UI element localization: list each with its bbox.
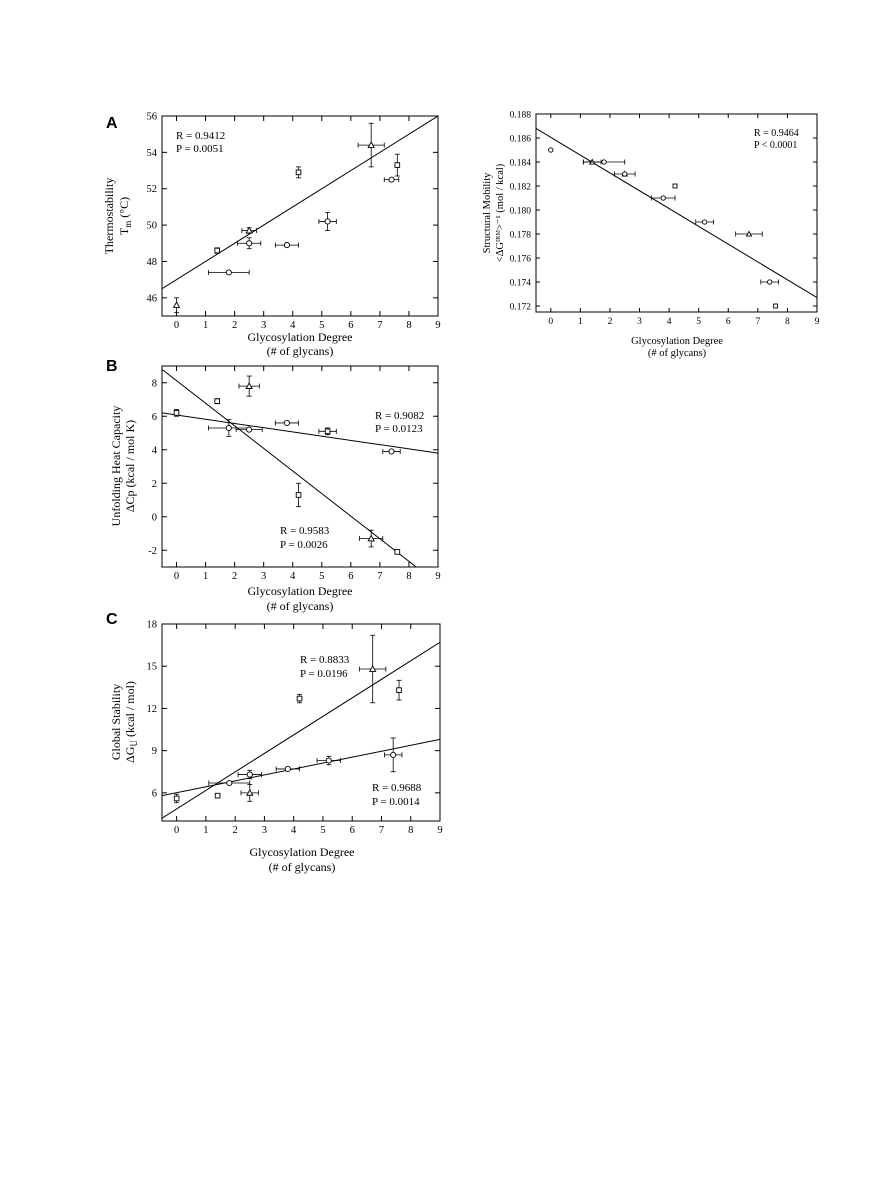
panel-b-point <box>174 410 179 417</box>
panel-c-data-points <box>174 635 402 802</box>
structural-mobility-y-tick-label: 0.184 <box>509 158 531 169</box>
panel-b-y-tick-label: 2 <box>151 478 157 490</box>
panel-b-point <box>360 530 383 547</box>
structural-mobility-y-tick-label: 0.178 <box>509 230 531 241</box>
panel-b-circle-marker <box>226 425 231 430</box>
panel-b-x-tick-label: 8 <box>406 571 412 582</box>
panel-a-x-tick-label: 7 <box>377 320 383 331</box>
structural-mobility-square-marker <box>774 304 778 308</box>
structural-mobility-point <box>623 172 627 176</box>
panel-b-circle-marker <box>284 420 289 425</box>
panel-a-point <box>395 154 400 176</box>
panel-b-letter: B <box>106 358 118 375</box>
panel-c-point <box>174 794 179 802</box>
panel-c-y-tick-label: 12 <box>146 703 157 715</box>
panel-b-square-marker <box>296 493 301 498</box>
panel-a-point <box>296 167 301 178</box>
panel-a-x-tick-label: 8 <box>406 320 412 331</box>
panel-a-circle-marker <box>389 177 394 182</box>
panel-a-point <box>215 248 220 253</box>
panel-c-y-axis <box>147 620 441 800</box>
structural-mobility-circle-marker <box>702 220 706 224</box>
panel-b-point <box>275 420 298 425</box>
panel-a-point <box>384 177 399 182</box>
panel-a-y-tick-label: 54 <box>146 147 157 159</box>
structural-mobility-x-tick-label: 6 <box>725 317 731 327</box>
structural-mobility-y-tick-label: 0.182 <box>509 182 531 193</box>
panel-b-circle-marker <box>389 449 394 454</box>
panel-b-x-tick-label: 2 <box>232 571 238 582</box>
panel-a-point <box>275 242 298 247</box>
panel-c-point <box>276 766 299 771</box>
panel-a-xlabel-unit: (# of glycans) <box>266 344 334 358</box>
panel-a-circle-marker <box>247 241 252 246</box>
panel-c-y-tick-label: 15 <box>146 661 157 673</box>
panel-b-square-marker <box>174 411 179 416</box>
panel-c-x-tick-label: 0 <box>174 825 180 836</box>
structural-mobility-x-tick-label: 0 <box>548 317 554 327</box>
panel-b-annotation-1-r: R = 0.9082 <box>375 410 425 422</box>
panel-c-square-marker <box>297 696 302 701</box>
panel-b-annotation-2-r: R = 0.9583 <box>280 525 330 537</box>
panel-c-circle-marker <box>326 758 331 763</box>
panel-b-point <box>208 420 249 437</box>
panel-c-annotation-1-p: P = 0.0196 <box>300 668 348 680</box>
panel-b-x-tick-label: 4 <box>290 571 296 582</box>
panel-a-point <box>174 298 180 313</box>
panel-b-x-tick-label: 0 <box>173 571 180 582</box>
structural-mobility-point <box>761 280 779 285</box>
panel-b-ylabel: Unfolding Heat Capacity <box>109 405 123 527</box>
panel-a-xlabel: Glycosylation Degree <box>247 330 353 344</box>
structural-mobility-x-tick-label: 1 <box>577 317 583 327</box>
panel-c-circle-marker <box>285 766 290 771</box>
structural-mobility-xlabel: Glycosylation Degree <box>631 336 723 347</box>
panel-c-annotation-2-r: R = 0.9688 <box>372 782 422 794</box>
structural-mobility-ylabel: Structural Mobility <box>482 172 493 254</box>
panel-a-circle-marker <box>325 219 330 224</box>
structural-mobility-point <box>774 304 778 308</box>
panel-b-xlabel: Glycosylation Degree <box>247 584 353 598</box>
panel-c-x-tick-label: 5 <box>320 825 326 836</box>
panel-a-x-tick-label: 3 <box>261 320 267 331</box>
panel-b-y-tick-label: 8 <box>151 378 157 390</box>
panel-c-circle-marker <box>247 772 252 777</box>
structural-mobility-circle-marker <box>767 280 771 284</box>
structural-mobility-chart <box>482 111 820 360</box>
panel-c-x-tick-label: 6 <box>349 825 355 836</box>
panel-c-xlabel-unit: (# of glycans) <box>268 860 336 874</box>
panel-b-square-marker <box>215 399 220 404</box>
panel-b-chart <box>106 358 441 613</box>
panel-b-x-tick-label: 6 <box>348 571 354 582</box>
panel-a-x-tick-label: 5 <box>319 320 325 331</box>
structural-mobility-x-tick-label: 7 <box>755 317 761 327</box>
panel-c-point <box>384 738 402 772</box>
panel-b-annotation-2-p: P = 0.0026 <box>280 539 328 551</box>
panel-c-letter: C <box>106 611 118 628</box>
panel-b-ylabel-unit: ΔCp (kcal / mol K) <box>123 419 137 513</box>
structural-mobility-point <box>549 148 553 152</box>
panel-c-ylabel: Global Stability <box>109 683 123 761</box>
panel-b-point <box>239 376 259 396</box>
panel-a-y-tick-label: 48 <box>146 256 157 268</box>
panel-c-square-marker <box>397 688 402 693</box>
panel-a-chart <box>102 112 441 359</box>
structural-mobility-x-tick-label: 9 <box>814 317 820 327</box>
panel-a-annotation-r: R = 0.9412 <box>176 130 226 142</box>
panel-b-y-tick-label: 4 <box>151 445 157 457</box>
panel-b-fit-line-2 <box>162 369 416 567</box>
panel-c-point <box>241 784 259 801</box>
panel-c-point <box>297 694 302 702</box>
panel-a-x-tick-label: 6 <box>348 320 354 331</box>
panel-c-point <box>360 635 386 703</box>
panel-a-x-tick-label: 9 <box>435 320 441 331</box>
panel-c-y-tick-label: 6 <box>151 788 157 800</box>
panel-b-circle-marker <box>247 427 252 432</box>
panel-c-xlabel: Glycosylation Degree <box>249 845 355 859</box>
structural-mobility-fit-line-1 <box>536 128 817 297</box>
structural-mobility-x-tick-label: 5 <box>696 317 702 327</box>
panel-a-y-tick-label: 46 <box>146 293 157 305</box>
panel-a-x-tick-label: 1 <box>202 320 209 331</box>
panel-c-ylabel-unit: $\Delta G_U$ (kcal / mol) <box>123 681 139 763</box>
structural-mobility-xlabel-unit: (# of glycans) <box>647 348 707 359</box>
panel-b-x-tick-label: 9 <box>435 571 441 582</box>
structural-mobility-point <box>673 184 677 188</box>
structural-mobility-y-tick-label: 0.188 <box>509 110 531 121</box>
panel-a-letter: A <box>106 115 118 132</box>
structural-mobility-square-marker <box>673 184 677 188</box>
structural-mobility-circle-marker <box>602 160 606 164</box>
panel-b-x-tick-label: 5 <box>319 571 325 582</box>
panel-c-circle-marker <box>227 780 232 785</box>
structural-mobility-x-tick-label: 3 <box>637 317 642 327</box>
structural-mobility-point <box>736 231 763 236</box>
panel-a-square-marker <box>215 248 220 253</box>
panel-a-x-tick-label: 0 <box>173 320 180 331</box>
structural-mobility-y-tick-label: 0.186 <box>509 134 531 145</box>
structural-mobility-circle-marker <box>549 148 553 152</box>
panel-a-ylabel-unit: $T_m$ (°C) <box>117 196 133 236</box>
panel-b-x-tick-label: 1 <box>202 571 209 582</box>
structural-mobility-circle-marker <box>623 172 627 176</box>
structural-mobility-circle-marker <box>661 196 665 200</box>
structural-mobility-annotation-r: R = 0.9464 <box>754 128 799 139</box>
panel-c-x-tick-label: 2 <box>232 825 238 836</box>
panel-b-point <box>296 483 301 506</box>
panel-a-square-marker <box>296 170 301 175</box>
panel-c-x-tick-label: 4 <box>291 825 297 836</box>
panel-b-point <box>395 550 400 555</box>
panel-b-point <box>383 449 400 454</box>
structural-mobility-triangle-marker <box>746 231 751 236</box>
panel-a-point <box>208 270 249 275</box>
structural-mobility-x-tick-label: 2 <box>607 317 613 327</box>
panel-c-x-tick-label: 9 <box>437 825 443 836</box>
panel-a-x-tick-label: 2 <box>232 320 238 331</box>
panel-b-annotation-1-p: P = 0.0123 <box>375 423 423 435</box>
structural-mobility-point <box>696 220 714 225</box>
structural-mobility-y-tick-label: 0.172 <box>509 302 531 313</box>
panel-c-annotation-1-r: R = 0.8833 <box>300 654 350 666</box>
panel-a-point <box>358 123 384 167</box>
panel-c-point <box>215 793 220 798</box>
structural-mobility-ylabel-unit: <ΔGᴵᴿᴹ>⁻¹ (mol / kcal) <box>495 163 506 263</box>
panel-b-xlabel-unit: (# of glycans) <box>266 599 334 613</box>
panel-b-y-tick-label: 0 <box>151 512 157 524</box>
panel-b-point <box>319 428 336 435</box>
panel-a-y-tick-label: 50 <box>146 220 157 232</box>
panel-c-point <box>397 680 402 700</box>
panel-c-y-tick-label: 9 <box>151 746 157 758</box>
structural-mobility-y-tick-label: 0.176 <box>509 254 531 265</box>
panel-a-annotation-p: P = 0.0051 <box>176 143 224 155</box>
panel-c-annotation-2-p: P = 0.0014 <box>372 796 420 808</box>
panel-b-point <box>215 399 220 404</box>
panel-c-y-tick-label: 18 <box>146 619 157 631</box>
panel-a-square-marker <box>395 163 400 168</box>
panel-c-point <box>238 770 261 778</box>
structural-mobility-y-tick-label: 0.180 <box>509 206 531 217</box>
structural-mobility-fit-line <box>536 128 817 297</box>
panel-c-square-marker <box>174 796 179 801</box>
panel-c-chart <box>106 611 443 874</box>
panel-b-x-tick-label: 3 <box>261 571 267 582</box>
structural-mobility-data-points <box>549 148 779 308</box>
panel-a-triangle-marker <box>174 302 180 307</box>
panel-a-ylabel: Thermostability <box>102 177 116 255</box>
panel-b-x-tick-label: 7 <box>377 571 383 582</box>
panel-b-square-marker <box>395 550 400 555</box>
structural-mobility-x-tick-label: 8 <box>785 317 790 327</box>
panel-a-point <box>319 212 336 230</box>
panel-a-y-tick-label: 52 <box>146 184 157 196</box>
structural-mobility-y-tick-label: 0.174 <box>509 278 531 289</box>
panel-a-y-tick-label: 56 <box>146 111 157 123</box>
structural-mobility-annotation-p: P < 0.0001 <box>754 140 798 151</box>
structural-mobility-x-tick-label: 4 <box>666 317 672 327</box>
panel-b-y-tick-label: 6 <box>151 411 157 423</box>
panel-a-circle-marker <box>226 270 231 275</box>
panel-b-fit-lines <box>162 369 438 567</box>
panel-b-y-tick-label: -2 <box>148 545 157 557</box>
panel-a-point <box>242 228 257 234</box>
panel-c-x-tick-label: 8 <box>408 825 414 836</box>
panel-c-circle-marker <box>391 752 396 757</box>
panel-c-square-marker <box>215 793 220 798</box>
panel-c-x-tick-label: 7 <box>378 825 385 836</box>
panel-c-x-tick-label: 1 <box>203 825 209 836</box>
panel-c-x-tick-label: 3 <box>261 825 268 836</box>
panel-b-square-marker <box>325 429 330 434</box>
panel-a-circle-marker <box>284 242 289 247</box>
panel-a-x-tick-label: 4 <box>290 320 296 331</box>
